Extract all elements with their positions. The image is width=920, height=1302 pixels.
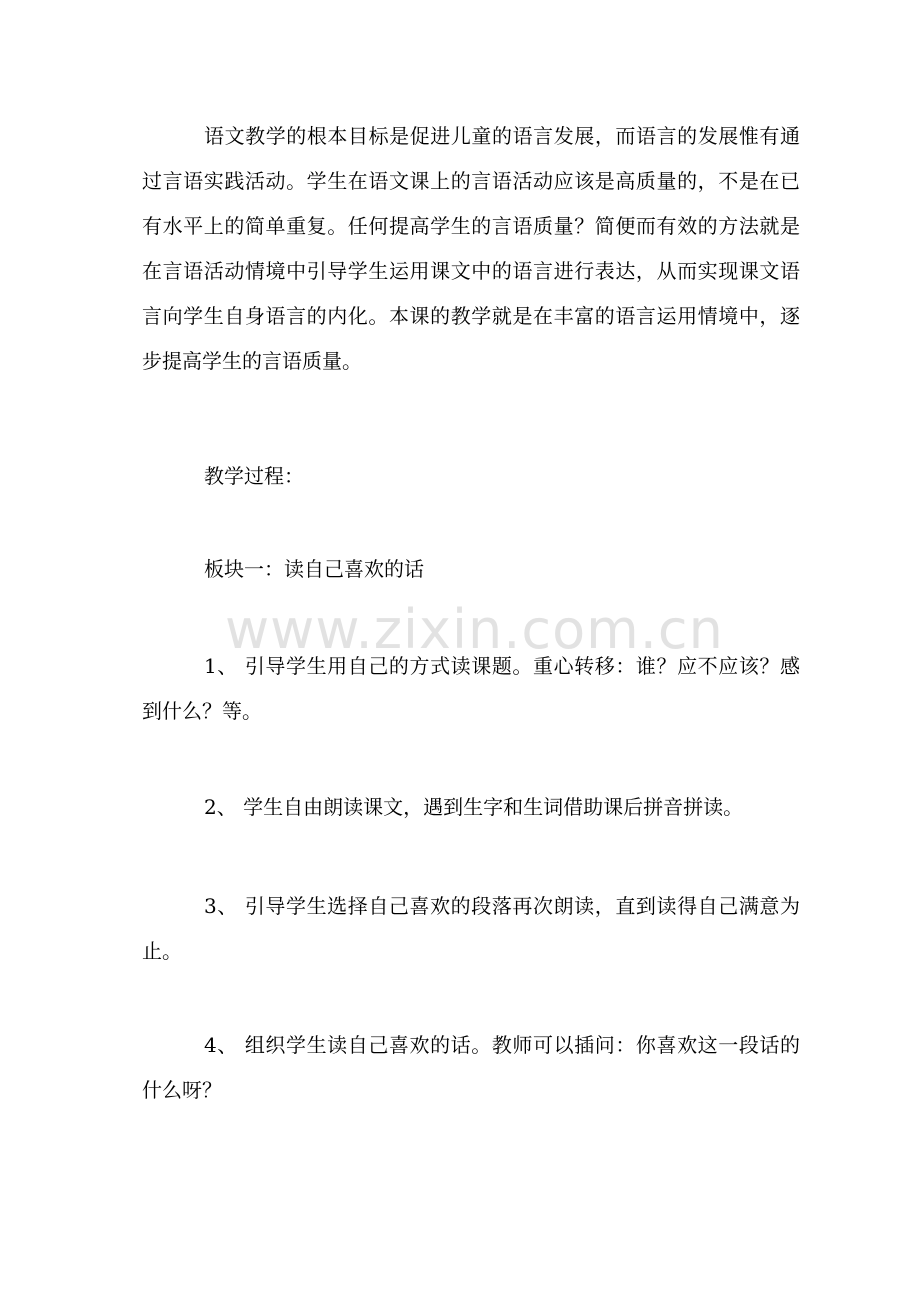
intro-paragraph: 语文教学的根本目标是促进儿童的语言发展，而语言的发展惟有通过言语实践活动。学生在语文课上的言语活动应该是高质量的，不是在已有水平上的简单重复。任何提高学生的言语质量？简便而有效的方法就是在言语活动情境中引导学生运用课文中的语言进行表达，从而实现课文语言向学生自身语言的内化。本课的教学就是在丰富的语言运用情境中，逐步提高学生的言语质量。 (142, 124, 800, 373)
step-item-1: 1、 引导学生用自己的方式读课题。重心转移：谁？应不应该？感到什么？等。 (142, 654, 800, 723)
step-item-4: 4、 组织学生读自己喜欢的话。教师可以插问：你喜欢这一段话的什么呀？ (142, 1033, 800, 1102)
process-heading: 教学过程： (204, 464, 304, 488)
section-heading: 板块一：读自己喜欢的话 (204, 557, 424, 581)
step-item-3: 3、 引导学生选择自己喜欢的段落再次朗读，直到读得自己满意为止。 (142, 894, 800, 963)
step-item-2: 2、 学生自由朗读课文，遇到生字和生词借助课后拼音拼读。 (204, 795, 744, 819)
watermark: www.zixin.com.cn (225, 598, 724, 661)
